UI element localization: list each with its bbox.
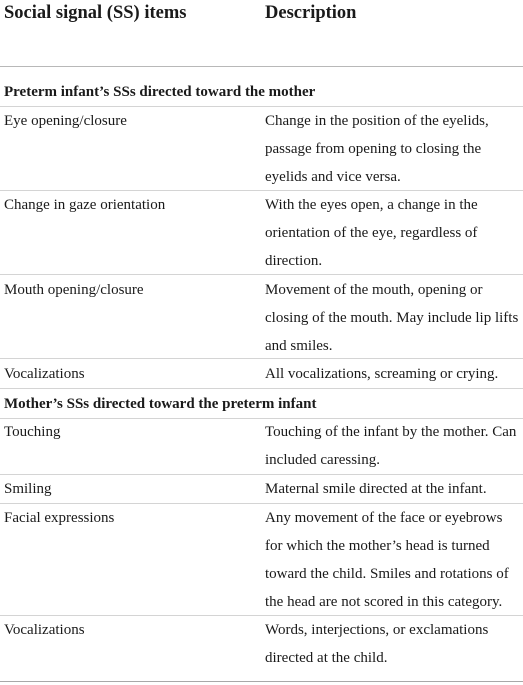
ss-description: Touching of the infant by the mother. Can included caressing.: [265, 424, 517, 468]
row-divider: [0, 358, 523, 359]
row-divider: [0, 388, 523, 389]
section-title-infant: Preterm infant’s SSs directed toward the mother: [4, 84, 316, 100]
table-bottom-rule: [0, 681, 523, 682]
ss-description: Movement of the mouth, opening or closing of the mouth. May include lip lifts and smiles.: [265, 282, 519, 354]
header-ss-items: Social signal (SS) items: [4, 3, 187, 23]
row-divider: [0, 274, 523, 275]
table-header: [0, 0, 523, 67]
ss-description: All vocalizations, screaming or crying.: [265, 366, 499, 382]
ss-item: Smiling: [4, 481, 52, 497]
ss-description: Any movement of the face or eyebrows for which the mother’s head is turned toward the child. Smiles and rotations of the head are not scored in this category.: [265, 510, 509, 610]
ss-description: Words, interjections, or exclamations directed at the child.: [265, 622, 489, 666]
ss-item: Mouth opening/closure: [4, 282, 144, 298]
ss-item: Eye opening/closure: [4, 113, 127, 129]
ss-description: Change in the position of the eyelids, passage from opening to closing the eyelids and vice versa.: [265, 113, 489, 185]
ss-item: Facial expressions: [4, 510, 115, 526]
ss-item: Vocalizations: [4, 366, 85, 382]
ss-item: Change in gaze orientation: [4, 197, 166, 213]
header-description: Description: [265, 3, 357, 23]
ss-description: Maternal smile directed at the infant.: [265, 481, 487, 497]
ss-item: Vocalizations: [4, 622, 85, 638]
section-title-mother: Mother’s SSs directed toward the preterm infant: [4, 396, 317, 412]
ss-description: With the eyes open, a change in the orientation of the eye, regardless of direction.: [265, 197, 478, 269]
ss-item: Touching: [4, 424, 61, 440]
